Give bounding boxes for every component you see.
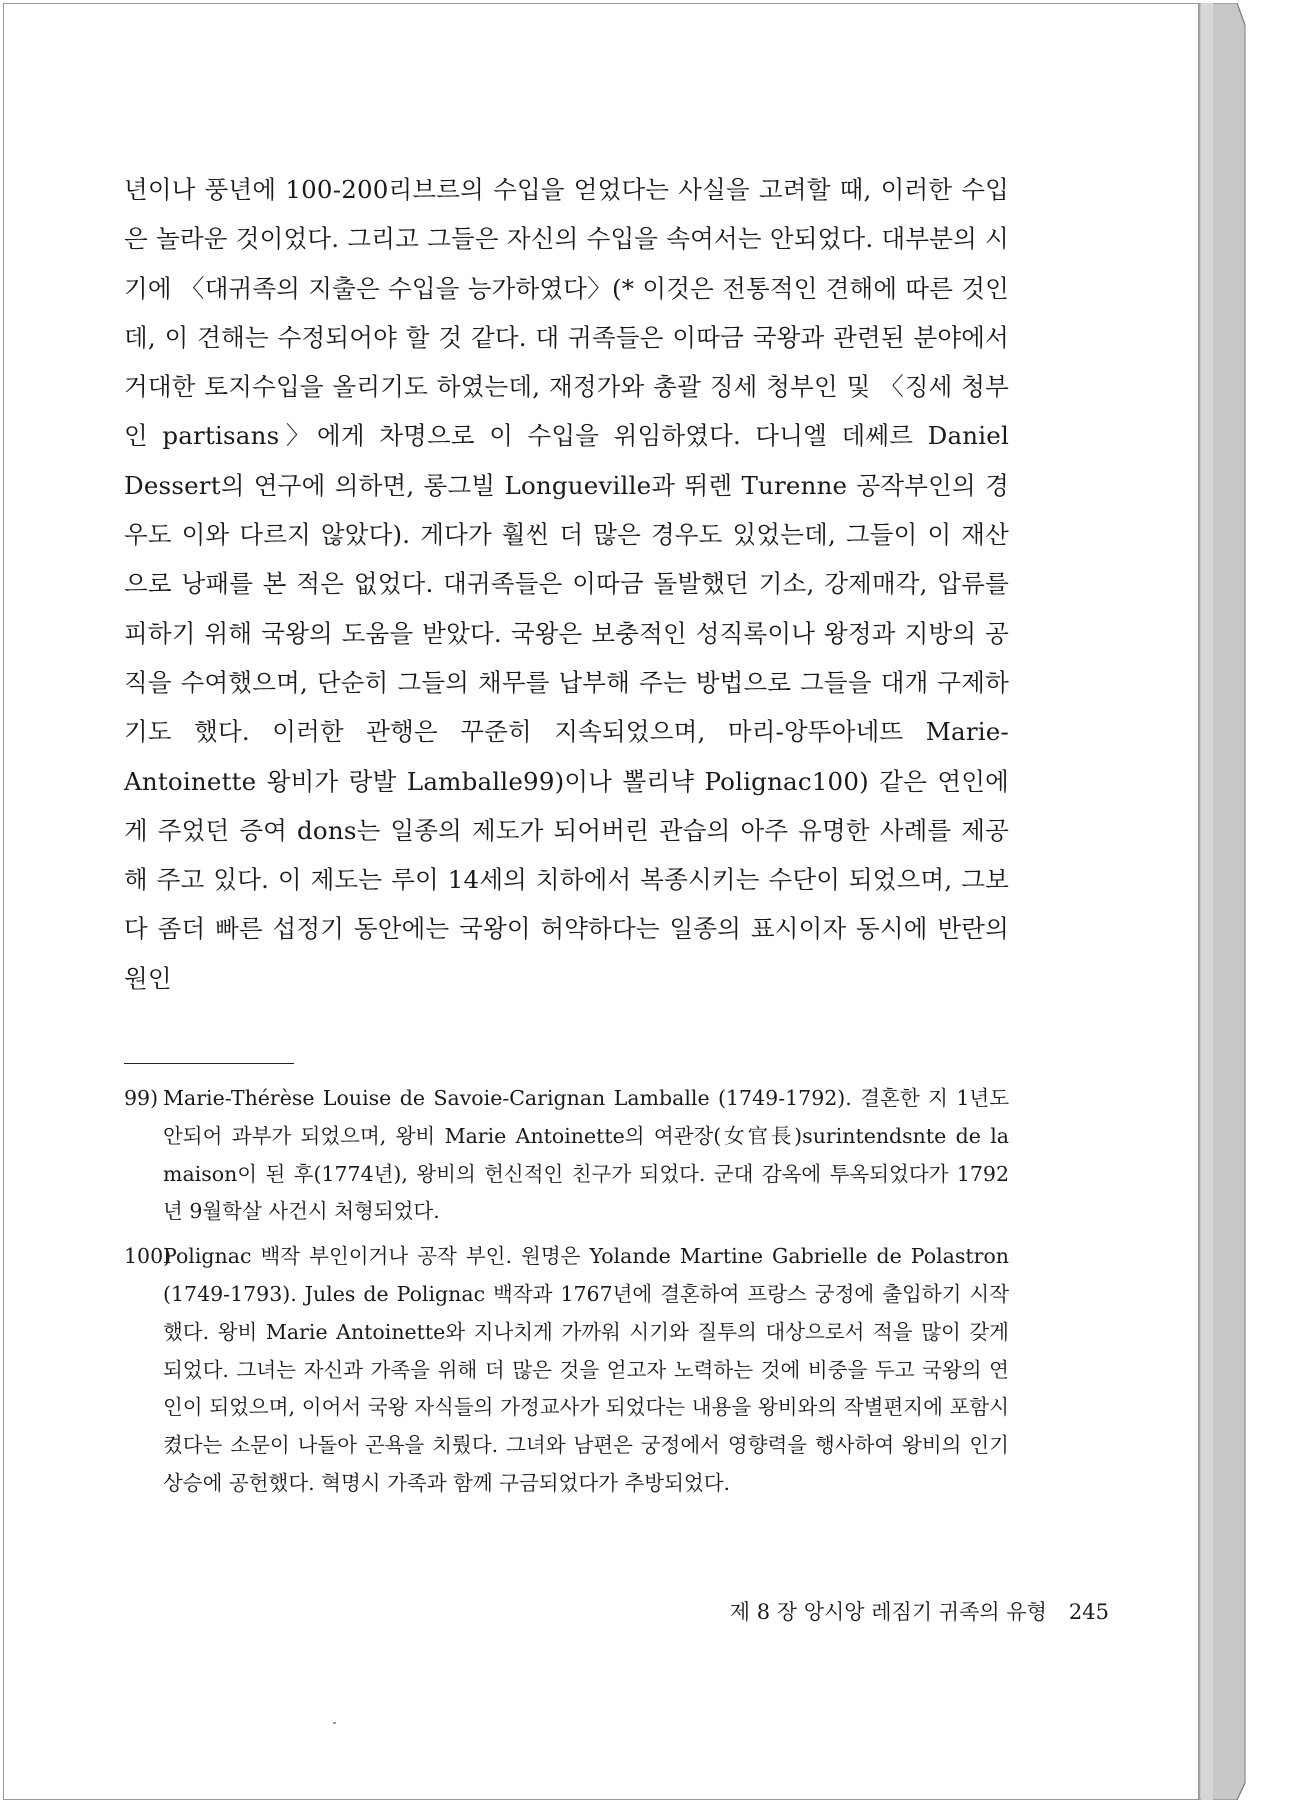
spine-shape	[1199, 3, 1249, 1800]
footnote-99	[124, 1080, 1009, 1231]
footnote-100	[124, 1238, 1009, 1503]
running-footer	[730, 1596, 1109, 1626]
footnote-number: 99)	[124, 1086, 159, 1110]
body-paragraph: 년이나 풍년에 100-200리브르의 수입을 얻었다는 사실을 고려할 때, 이러한 수입은 놀라운 것이었다. 그리고 그들은 자신의 수입을 속여서는 안되었다. 대부분의 시기에 〈대귀족의 지출은 수입을 능가하였다〉(* 이것은 전통적인 견해에 따른 것인데, 이 견해는 수정되어야 할 것 같다. 대 귀족들은 이따금 국왕과 관련된 분야에서 거대한 토지수입을 올리기도 하였는데, 재정가와 총괄 징세 청부인 및 〈징세 청부인 partisans〉에게 차명으로 이 수입을 위임하였다. 다니엘 데쎄르 Daniel Dessert의 연구에 의하면, 롱그빌 Longueville과 뛰렌 Turenne 공작부인의 경우도 이와 다르지 않았다). 게다가 훨씬 더 많은 경우도 있었는데, 그들이 이 재산으로 낭패를 본 적은 없었다. 대귀족들은 이따금 돌발했던 기소, 강제매각, 압류를 피하기 위해 국왕의 도움을 받았다. 국왕은 보충적인 성직록이나 왕정과 지방의 공직을 수여했으며, 단순히 그들의 채무를 납부해 주는 방법으로 그들을 대개 구제하기도 했다. 이러한 관행은 꾸준히 지속되었으며, 마리-앙뚜아네뜨 Marie-Antoinette 왕비가 랑발 Lamballe99)이나 뽈리냑 Polignac100) 같은 연인에게 주었던 증여 dons는 일종의 제도가 되어버린 관습의 아주 유명한 사례를 제공해 주고 있다. 이 제도는 루이 14세의 치하에서 복종시키는 수단이 되었으며, 그보다 좀더 빠른 섭정기 동안에는 국왕이 허약하다는 일종의 표시이자 동시에 반란의 원인	[124, 175, 1009, 993]
page-number: 245	[1068, 1600, 1109, 1624]
book-spine-edge	[1199, 3, 1249, 1800]
footnote-text: Polignac 백작 부인이거나 공작 부인. 원명은 Yolande Martine Gabrielle de Polastron (1749-1793). Jules de Polignac 백작과 1767년에 결혼하여 프랑스 궁정에 출입하기 시작했다. 왕비 Marie Antoinette와 지나치게 가까워 시기와 질투의 대상으로서 적을 많이 갖게 되었다. 그녀는 자신과 가족을 위해 더 많은 것을 얻고자 노력하는 것에 비중을 두고 국왕의 연인이 되었으며, 이어서 국왕 자식들의 가정교사가 되었다는 내용을 왕비와의 작별편지에 포함시켰다는 소문이 나돌아 곤욕을 치뤘다. 그녀와 남편은 궁정에서 영향력을 행사하여 왕비의 인기상승에 공헌했다. 혁명시 가족과 함께 구금되었다가 추방되었다.	[163, 1244, 1009, 1495]
footnote-separator	[124, 1063, 294, 1064]
chapter-title: 제 8 장 앙시앙 레짐기 귀족의 유형	[729, 1600, 1047, 1624]
footnote-number: 100)	[124, 1244, 172, 1269]
scan-speck	[333, 1722, 336, 1724]
footnotes	[124, 1080, 1009, 1510]
footnote-text: Marie-Thérèse Louise de Savoie-Carignan Lamballe (1749-1792). 결혼한 지 1년도 안되어 과부가 되었으며, 왕비 Marie Antoinette의 여관장(女官長)surintendsnte de la maison이 된 후(1774년), 왕비의 헌신적인 친구가 되었다. 군대 감옥에 투옥되었다가 1792년 9월학살 사건시 처형되었다.	[163, 1086, 1009, 1224]
